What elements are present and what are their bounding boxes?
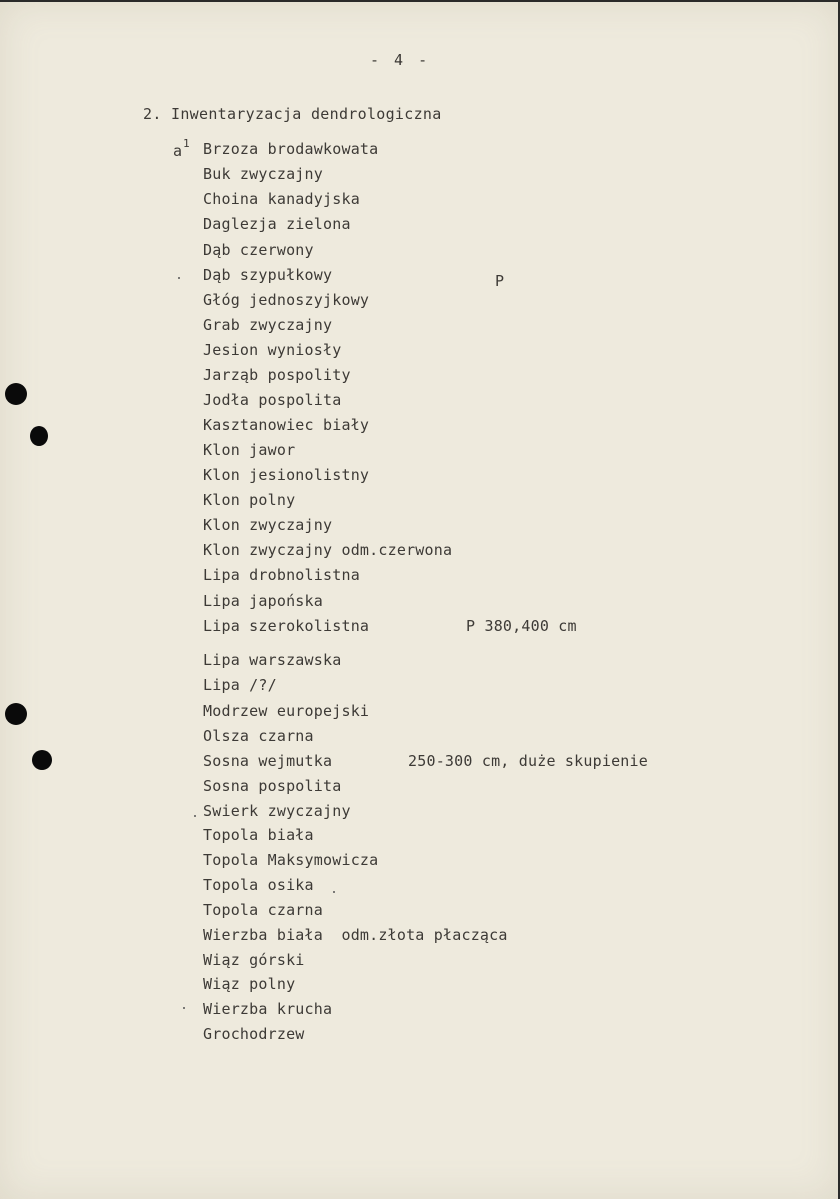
species-item: Głóg jednoszyjkowy [203,291,370,309]
subsection-letter: a [173,142,183,160]
page-number: - 4 - [370,51,431,69]
species-item: Klon zwyczajny [203,516,333,534]
scan-edge-top [0,0,840,2]
species-item: Lipa drobnolistna [203,566,360,584]
species-item: Klon zwyczajny odm.czerwona [203,541,453,559]
punch-hole-4 [32,750,52,770]
species-item: Lipa /?/ [203,676,277,694]
species-item: Kasztanowiec biały [203,416,370,434]
subsection-marker [173,137,190,160]
species-item: Klon jesionolistny [203,466,370,484]
subsection-superscript: 1 [183,137,190,150]
species-item: Grab zwyczajny [203,316,333,334]
species-item: Jarząb pospolity [203,366,351,384]
note-sosna-wejmutka: 250-300 cm, duże skupienie [408,752,648,770]
species-item: Jodła pospolita [203,391,342,409]
species-item: Wiąz polny [203,975,296,993]
species-item: Lipa warszawska [203,651,342,669]
species-item: Klon jawor [203,441,296,459]
species-item: Jesion wyniosły [203,341,342,359]
speck [178,277,180,279]
species-item: Sosna pospolita [203,777,342,795]
species-item: Buk zwyczajny [203,165,323,183]
species-item: Topola osika [203,876,314,894]
note-dab-szypulkowy: P [495,272,505,290]
species-item: Topola czarna [203,901,323,919]
speck [333,891,335,893]
species-item: Swierk zwyczajny [203,802,351,820]
species-item: Topola biała [203,826,314,844]
species-item: Choina kanadyjska [203,190,360,208]
section-heading: 2. Inwentaryzacja dendrologiczna [143,105,442,123]
species-item: Brzoza brodawkowata [203,140,379,158]
species-item: Dąb czerwony [203,241,314,259]
species-item: Modrzew europejski [203,702,370,720]
species-item: Lipa japońska [203,592,323,610]
species-item: Lipa szerokolistna [203,617,370,635]
species-item: Wierzba biała odm.złota płacząca [203,926,508,944]
species-item: Olsza czarna [203,727,314,745]
punch-hole-2 [30,426,48,446]
species-item: Wiąz górski [203,951,305,969]
speck [194,815,196,817]
punch-hole-1 [5,383,27,405]
species-item: Klon polny [203,491,296,509]
species-item: Dąb szypułkowy [203,266,333,284]
species-item: Grochodrzew [203,1025,305,1043]
species-item: Sosna wejmutka [203,752,333,770]
note-lipa-szerokolistna: P 380,400 cm [466,617,577,635]
species-item: Daglezja zielona [203,215,351,233]
speck [183,1007,185,1009]
punch-hole-3 [5,703,27,725]
species-item: Wierzba krucha [203,1000,333,1018]
species-item: Topola Maksymowicza [203,851,379,869]
